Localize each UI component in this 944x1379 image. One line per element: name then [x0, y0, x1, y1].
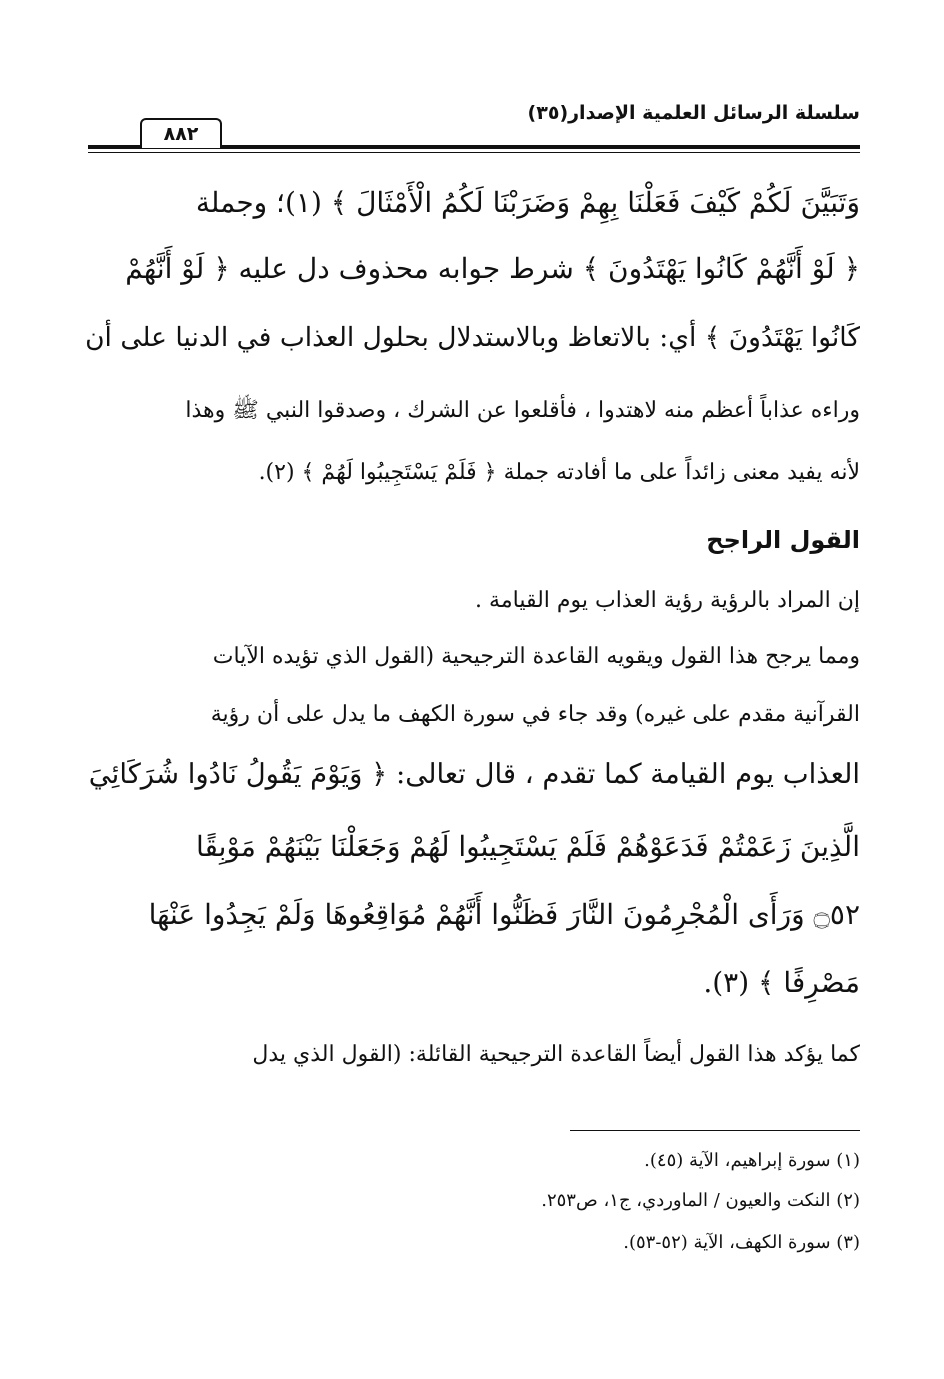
- body-line-10: العذاب يوم القيامة كما تقدم ، قال تعالى: ﴿ وَيَوْمَ يَقُولُ نَادُوا شُرَكَائِيَ: [88, 758, 860, 790]
- page-header: [88, 96, 860, 154]
- section-heading: القول الراجح: [706, 526, 860, 554]
- body-line-1: وَتَبَيَّنَ لَكُمْ كَيْفَ فَعَلْنَا بِهِمْ وَضَرَبْنَا لَكُمُ الْأَمْثَالَ ﴾ (١)؛ وجملة: [195, 186, 860, 219]
- series-title: سلسلة الرسائل العلمية الإصدار(٣٥): [527, 102, 860, 124]
- footnote-divider: [570, 1130, 860, 1131]
- page-number: ٨٨٢: [140, 118, 222, 148]
- footnote-3: (٣) سورة الكهف، الآية (٥٢-٥٣).: [623, 1232, 860, 1253]
- body-line-7: إن المراد بالرؤية رؤية العذاب يوم القيامة .: [475, 588, 860, 613]
- body-line-9: القرآنية مقدم على غيره) وقد جاء في سورة الكهف ما يدل على أن رؤية: [210, 702, 860, 727]
- body-line-4: وراءه عذاباً أعظم منه لاهتدوا ، فأقلعوا عن الشرك ، وصدقوا النبي ﷺ وهذا: [185, 398, 860, 423]
- body-line-3: كَانُوا يَهْتَدُونَ ﴾ أي: بالاتعاظ وبالاستدلال بحلول العذاب في الدنيا على أن: [85, 322, 860, 353]
- footnote-2: (٢) النكت والعيون / الماوردي، ج١، ص٢٥٣.: [541, 1190, 860, 1211]
- body-line-8: ومما يرجح هذا القول ويقويه القاعدة الترجيحية (القول الذي تؤيده الآيات: [212, 644, 860, 669]
- body-line-13: مَصْرِفًا ﴾ (٣).: [703, 966, 860, 999]
- footnote-1: (١) سورة إبراهيم، الآية (٤٥).: [644, 1150, 860, 1171]
- body-line-14: كما يؤكد هذا القول أيضاً القاعدة الترجيحية القائلة: (القول الذي يدل: [252, 1042, 860, 1067]
- body-line-2: ﴿ لَوْ أَنَّهُمْ كَانُوا يَهْتَدُونَ ﴾ شرط جوابه محذوف دل عليه ﴿ لَوْ أَنَّهُمْ: [125, 252, 860, 285]
- body-line-12: ۝٥٢ وَرَأَى الْمُجْرِمُونَ النَّارَ فَظَنُّوا أَنَّهُمْ مُوَاقِعُوهَا وَلَمْ يَجِدُوا عَنْهَا: [148, 898, 860, 931]
- header-rule-thin: [88, 152, 860, 153]
- body-line-11: الَّذِينَ زَعَمْتُمْ فَدَعَوْهُمْ فَلَمْ يَسْتَجِيبُوا لَهُمْ وَجَعَلْنَا بَيْنَهُمْ مَوْبِقًا: [195, 830, 860, 863]
- body-line-5: لأنه يفيد معنى زائداً على ما أفادته جملة ﴿ فَلَمْ يَسْتَجِيبُوا لَهُمْ ﴾ (٢).: [258, 460, 860, 485]
